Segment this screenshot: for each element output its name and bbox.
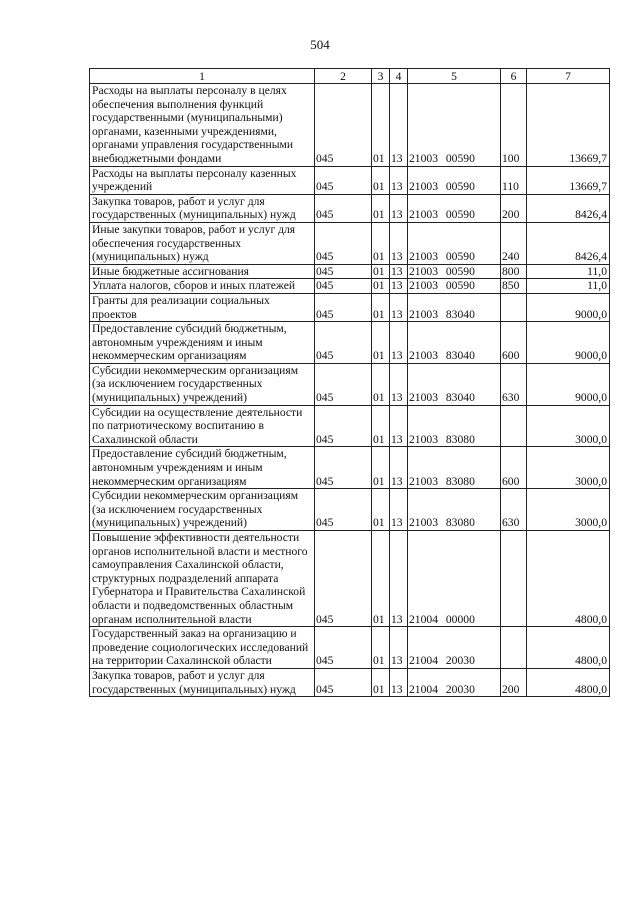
target-article-cell: 21003 83040 [408,363,501,405]
table-header-row [90,69,610,84]
subsection-code-cell: 13 [390,279,408,294]
subsection-code-cell: 13 [390,489,408,531]
budget-table [89,68,610,697]
ministry-code-cell: 045 [315,84,372,167]
subsection-code-cell: 13 [390,84,408,167]
section-code-cell: 01 [372,405,390,447]
expense-type-cell: 200 [501,194,527,222]
section-code-cell: 01 [372,668,390,696]
ministry-code-cell: 045 [315,447,372,489]
target-article-cell: 21004 20030 [408,627,501,669]
table-row [90,222,610,264]
amount-cell: 8426,4 [527,222,610,264]
expense-type-cell: 600 [501,322,527,364]
section-code-cell: 01 [372,447,390,489]
target-article-cell: 21004 00000 [408,531,501,627]
expense-type-cell: 630 [501,363,527,405]
ministry-code-cell: 045 [315,405,372,447]
row-name-cell: Закупка товаров, работ и услуг для государственных (муниципальных) нужд [90,668,315,696]
section-code-cell: 01 [372,363,390,405]
ministry-code-cell: 045 [315,489,372,531]
table-row [90,84,610,167]
subsection-code-cell: 13 [390,531,408,627]
subsection-code-cell: 13 [390,222,408,264]
section-code-cell: 01 [372,166,390,194]
subsection-code-cell: 13 [390,363,408,405]
expense-type-cell: 110 [501,166,527,194]
amount-cell: 4800,0 [527,531,610,627]
row-name-cell: Расходы на выплаты персоналу казенных учреждений [90,166,315,194]
table-row [90,264,610,279]
target-article-cell: 21003 00590 [408,166,501,194]
section-code-cell: 01 [372,222,390,264]
ministry-code-cell: 045 [315,531,372,627]
expense-type-cell: 240 [501,222,527,264]
amount-cell: 3000,0 [527,489,610,531]
ministry-code-cell: 045 [315,194,372,222]
table-row [90,447,610,489]
ministry-code-cell: 045 [315,264,372,279]
expense-type-cell [501,405,527,447]
section-code-cell: 01 [372,293,390,321]
row-name-cell: Предоставление субсидий бюджетным, автономным учреждениям и иным некоммерческим организациям [90,322,315,364]
row-name-cell: Уплата налогов, сборов и иных платежей [90,279,315,294]
expense-type-cell: 100 [501,84,527,167]
table-row [90,363,610,405]
expense-type-cell: 200 [501,668,527,696]
expense-type-cell: 850 [501,279,527,294]
expense-type-cell: 600 [501,447,527,489]
target-article-cell: 21003 83080 [408,447,501,489]
amount-cell: 11,0 [527,279,610,294]
table-row [90,668,610,696]
amount-cell: 3000,0 [527,405,610,447]
expense-type-cell [501,531,527,627]
target-article-cell: 21003 00590 [408,194,501,222]
table-row [90,405,610,447]
subsection-code-cell: 13 [390,166,408,194]
section-code-cell: 01 [372,264,390,279]
target-article-cell: 21003 83080 [408,489,501,531]
section-code-cell: 01 [372,194,390,222]
column-header: 1 [90,69,315,84]
amount-cell: 13669,7 [527,84,610,167]
section-code-cell: 01 [372,84,390,167]
amount-cell: 4800,0 [527,627,610,669]
ministry-code-cell: 045 [315,166,372,194]
row-name-cell: Повышение эффективности деятельности органов исполнительной власти и местного самоуправления Сахалинской области, структурных подразделений аппарата Губернатора и Правительства Сахалинской области и подведомственных областным органам исполнительной власти [90,531,315,627]
amount-cell: 9000,0 [527,363,610,405]
column-header: 5 [408,69,501,84]
target-article-cell: 21003 83040 [408,322,501,364]
target-article-cell: 21003 83040 [408,293,501,321]
row-name-cell: Расходы на выплаты персоналу в целях обеспечения выполнения функций государственными (муниципальными) органами, казенными учреждениями, органами управления государственными внебюджетными фондами [90,84,315,167]
row-name-cell: Субсидии на осуществление деятельности по патриотическому воспитанию в Сахалинской области [90,405,315,447]
table-row [90,166,610,194]
column-header: 6 [501,69,527,84]
expense-type-cell: 630 [501,489,527,531]
subsection-code-cell: 13 [390,627,408,669]
row-name-cell: Закупка товаров, работ и услуг для государственных (муниципальных) нужд [90,194,315,222]
amount-cell: 9000,0 [527,293,610,321]
target-article-cell: 21003 00590 [408,279,501,294]
subsection-code-cell: 13 [390,447,408,489]
table-row [90,194,610,222]
ministry-code-cell: 045 [315,363,372,405]
section-code-cell: 01 [372,531,390,627]
table-row [90,279,610,294]
column-header: 4 [390,69,408,84]
column-header: 7 [527,69,610,84]
target-article-cell: 21004 20030 [408,668,501,696]
section-code-cell: 01 [372,322,390,364]
subsection-code-cell: 13 [390,194,408,222]
row-name-cell: Гранты для реализации социальных проектов [90,293,315,321]
table-row [90,322,610,364]
amount-cell: 11,0 [527,264,610,279]
ministry-code-cell: 045 [315,322,372,364]
target-article-cell: 21003 83080 [408,405,501,447]
table-row [90,531,610,627]
subsection-code-cell: 13 [390,405,408,447]
column-header: 2 [315,69,372,84]
row-name-cell: Субсидии некоммерческим организациям (за исключением государственных (муниципальных) учреждений) [90,489,315,531]
expense-type-cell: 800 [501,264,527,279]
column-header: 3 [372,69,390,84]
ministry-code-cell: 045 [315,279,372,294]
amount-cell: 8426,4 [527,194,610,222]
row-name-cell: Иные закупки товаров, работ и услуг для обеспечения государственных (муниципальных) нужд [90,222,315,264]
row-name-cell: Предоставление субсидий бюджетным, автономным учреждениям и иным некоммерческим организациям [90,447,315,489]
table-row [90,627,610,669]
amount-cell: 4800,0 [527,668,610,696]
section-code-cell: 01 [372,279,390,294]
ministry-code-cell: 045 [315,293,372,321]
table-row [90,489,610,531]
ministry-code-cell: 045 [315,222,372,264]
subsection-code-cell: 13 [390,668,408,696]
subsection-code-cell: 13 [390,322,408,364]
target-article-cell: 21003 00590 [408,84,501,167]
amount-cell: 3000,0 [527,447,610,489]
row-name-cell: Иные бюджетные ассигнования [90,264,315,279]
ministry-code-cell: 045 [315,627,372,669]
target-article-cell: 21003 00590 [408,264,501,279]
expense-type-cell [501,627,527,669]
page-number: 504 [310,37,330,52]
expense-type-cell [501,293,527,321]
target-article-cell: 21003 00590 [408,222,501,264]
subsection-code-cell: 13 [390,293,408,321]
subsection-code-cell: 13 [390,264,408,279]
ministry-code-cell: 045 [315,668,372,696]
table-row [90,293,610,321]
section-code-cell: 01 [372,489,390,531]
row-name-cell: Государственный заказ на организацию и проведение социологических исследований на территории Сахалинской области [90,627,315,669]
amount-cell: 9000,0 [527,322,610,364]
amount-cell: 13669,7 [527,166,610,194]
row-name-cell: Субсидии некоммерческим организациям (за исключением государственных (муниципальных) учреждений) [90,363,315,405]
section-code-cell: 01 [372,627,390,669]
